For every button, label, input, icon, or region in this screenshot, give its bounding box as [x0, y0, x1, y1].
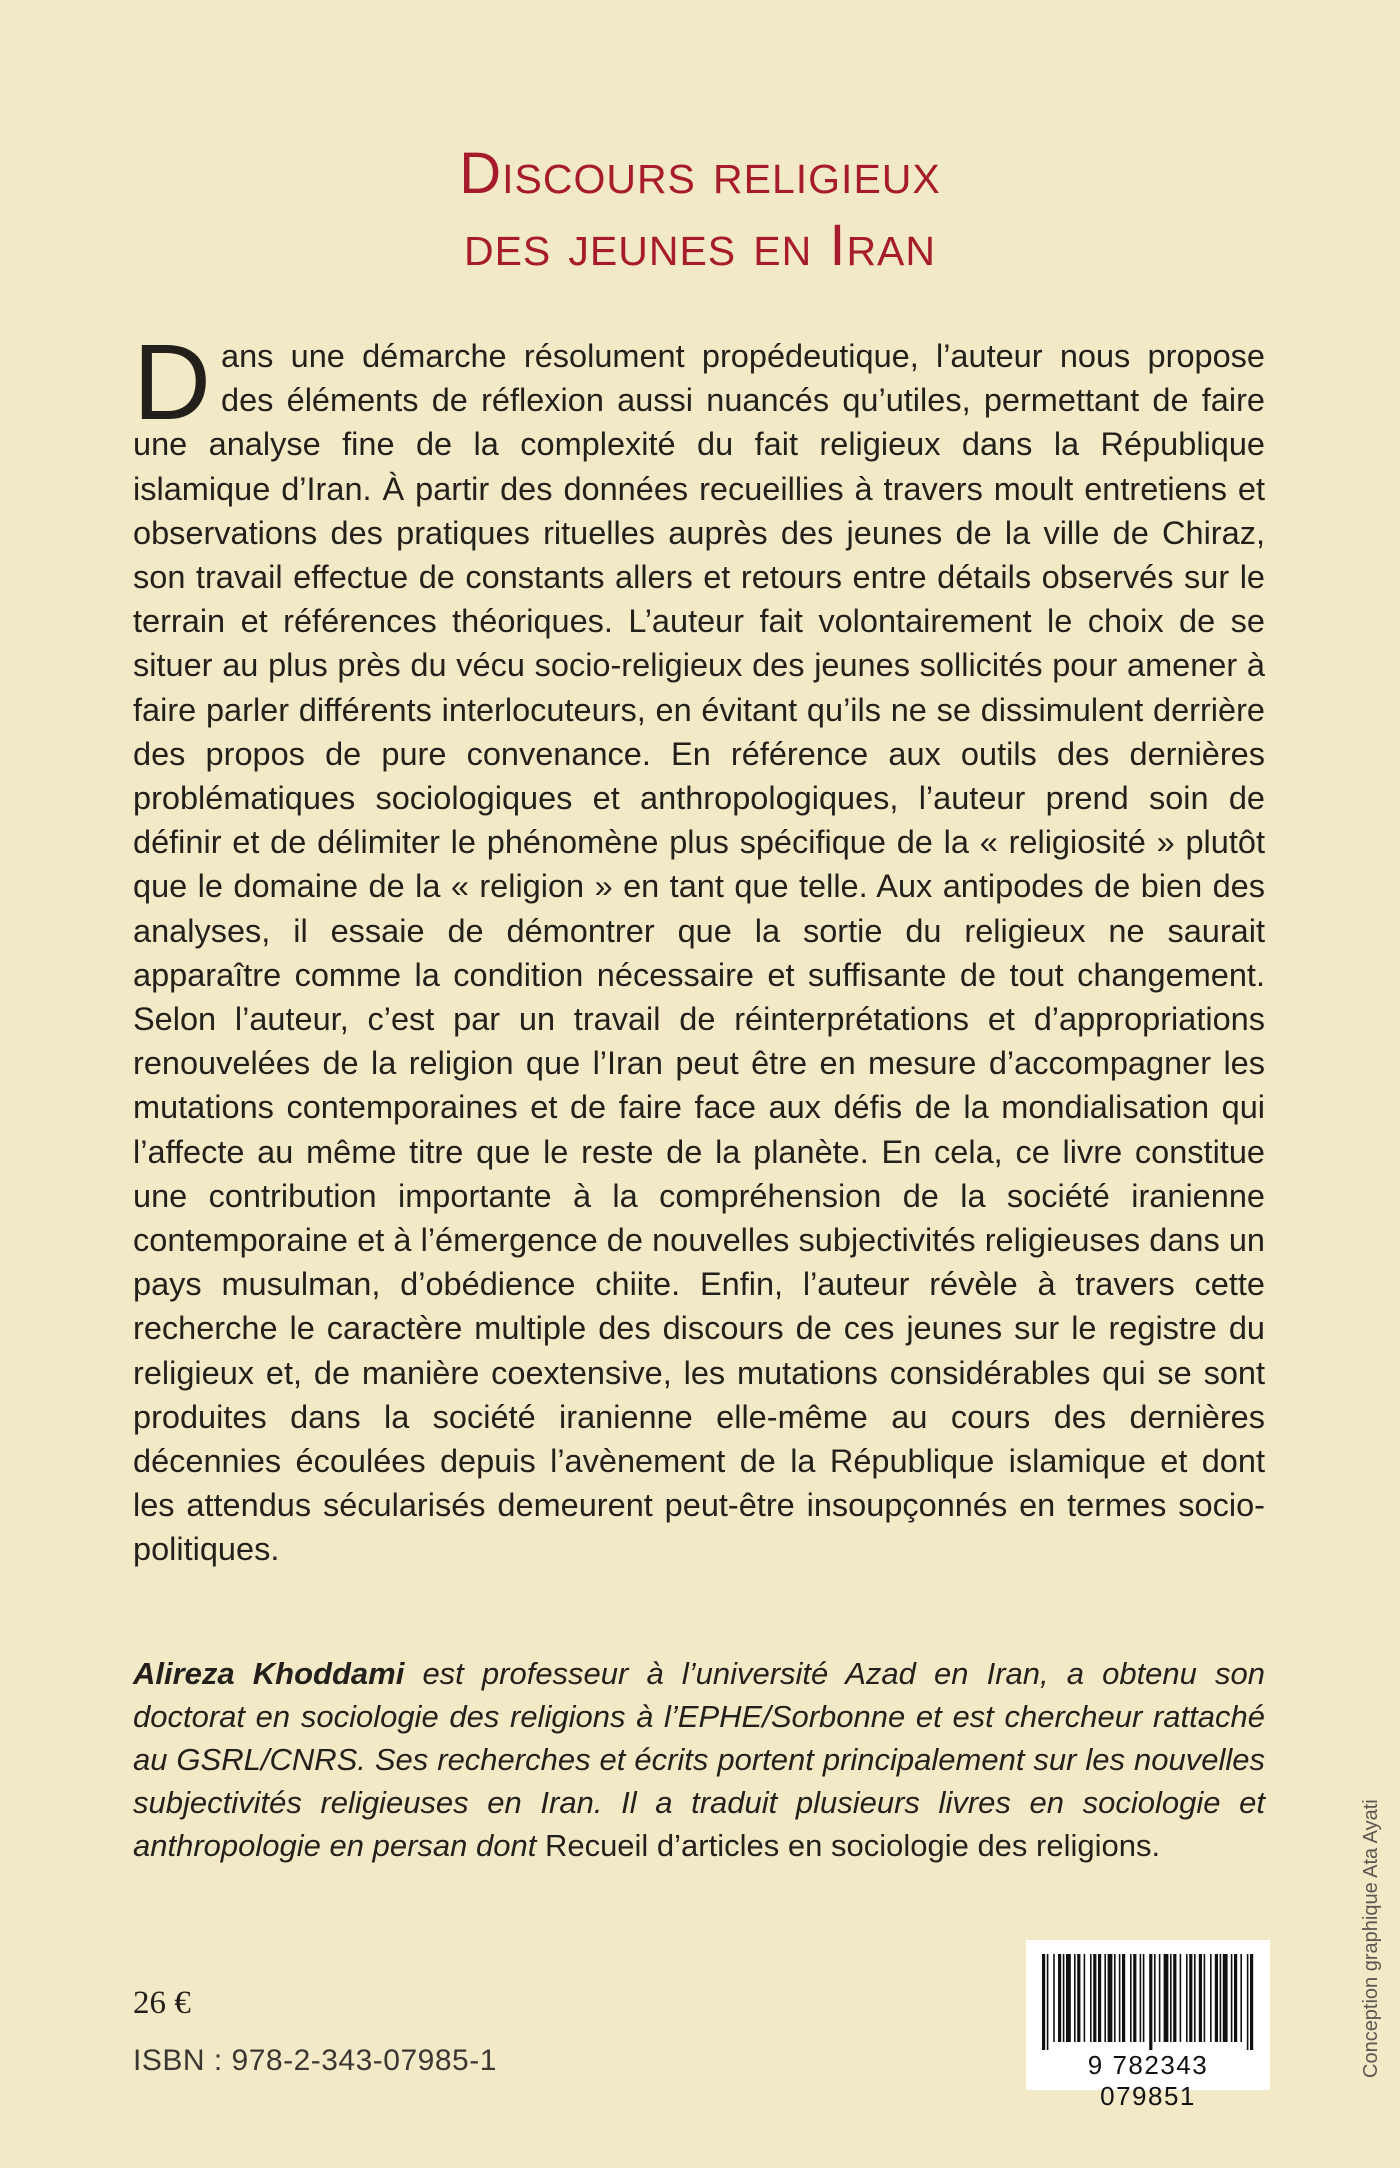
barcode-bar	[1180, 1954, 1182, 2042]
barcode-bar	[1130, 1954, 1132, 2042]
book-title	[0, 138, 1400, 282]
barcode-bar	[1098, 1954, 1101, 2042]
summary-paragraph	[133, 321, 1265, 1572]
barcode-bar	[1042, 1954, 1045, 2050]
barcode-bar	[1063, 1954, 1065, 2042]
barcode-bar	[1074, 1954, 1076, 2042]
design-credit: Conception graphique Ata Ayati	[1360, 1799, 1382, 2078]
barcode-bar	[1119, 1954, 1121, 2042]
barcode-bar	[1133, 1954, 1136, 2042]
barcode-bar	[1154, 1954, 1156, 2042]
barcode-bar	[1084, 1954, 1086, 2042]
price: 26 €	[133, 1985, 191, 2021]
barcode-bar	[1104, 1954, 1106, 2042]
barcode-bar	[1149, 1954, 1152, 2050]
barcode-bar	[1140, 1954, 1142, 2042]
isbn: ISBN : 978-2-343-07985-1	[133, 2044, 497, 2077]
barcode-bar	[1090, 1954, 1092, 2042]
barcode-bar	[1215, 1954, 1218, 2042]
barcode-bar	[1234, 1954, 1237, 2042]
barcode-bar	[1247, 1954, 1249, 2050]
title-line-1: Discours religieux	[459, 141, 941, 206]
barcode-bar	[1173, 1954, 1176, 2042]
barcode-bar	[1250, 1954, 1253, 2050]
author-bio-text: est professeur à l’université Azad en Iran, a obtenu son doctorat en sociologie des religions à l’EPHE/Sorbonne et est chercheur rattaché au GSRL/CNRS. Ses recherches et écrits portent principalement sur les nouvelles subjectivités religieuses en Iran. Il a traduit plusieurs livres en sociologie et anthropologie en persan dont	[133, 1656, 1265, 1863]
barcode-bars	[1040, 1954, 1256, 2050]
barcode-bar	[1058, 1954, 1061, 2042]
author-name: Alireza Khoddami	[133, 1656, 405, 1691]
barcode-bar	[1199, 1954, 1202, 2042]
barcode-number: 9 782343 079851	[1087, 2050, 1209, 2111]
barcode-bar	[1240, 1954, 1242, 2042]
barcode-bar	[1194, 1954, 1196, 2042]
barcode-bar	[1122, 1954, 1125, 2042]
barcode-bar	[1108, 1954, 1113, 2042]
author-bio	[133, 1652, 1265, 1867]
barcode-bar	[1210, 1954, 1212, 2042]
author-bio-end: .	[1151, 1828, 1161, 1863]
summary-text: ans une démarche résolument propédeutique, l’auteur nous propose des éléments de réflexion aussi nuancés qu’utiles, permettant de faire une analyse fine de la complexité du fait religieux dans la République islamique d’Iran. À partir des données recueillies à travers moult entretiens et observations des pratiques rituelles auprès des jeunes de la ville de Chiraz, son travail effectue de constants allers et retours entre détails observés sur le terrain et références théoriques. L’auteur fait volontairement le choix de se situer au plus près du vécu socio-religieux des jeunes sollicités pour amener à faire parler différents interlocuteurs, en évitant qu’ils ne se dissimulent derrière des propos de pure convenance. En référence aux outils des dernières problématiques sociologiques et anthropologiques, l’auteur prend soin de définir et de délimiter le phénomène plus spécifique de la « religiosité » plutôt que le domaine de la « religion » en tant que telle. Aux antipodes de bien des analyses, il essaie de démontrer que la sortie du religieux ne saurait apparaître comme la condition nécessaire et suffisante de tout changement. Selon l’auteur, c’est par un travail de réinterprétations et d’appropriations renouvelées de la religion que l’Iran peut être en mesure d’accompagner les mutations contemporaines et de faire face aux défis de la mondialisation qui l’affecte au même titre que le reste de la planète. En cela, ce livre constitue une contribution importante à la compréhension de la société iranienne contemporaine et à l’émergence de nouvelles subjectivités religieuses dans un pays musulman, d’obédience chiite. Enfin, l’auteur révèle à travers cette recherche le caractère multiple des discours de ces jeunes sur le registre du religieux et, de manière coextensive, les mutations considérables qui se sont produites dans la société iranienne elle-même au cours des dernières décennies écoulées depuis l’avènement de la République islamique et dont les attendus sécularisés demeurent peut-être insoupçonnés en termes socio-politiques.	[133, 338, 1265, 1568]
barcode	[1026, 1940, 1270, 2111]
barcode-bar	[1204, 1954, 1206, 2042]
barcode-bar	[1114, 1954, 1116, 2042]
barcode-bar	[1077, 1954, 1080, 2042]
barcode-bar	[1053, 1954, 1055, 2042]
barcode-bar	[1066, 1954, 1071, 2042]
barcode-bar	[1186, 1954, 1188, 2042]
title-line-2: des jeunes en Iran	[463, 213, 937, 278]
barcode-bar	[1189, 1954, 1192, 2042]
barcode-bar	[1164, 1954, 1169, 2042]
barcode-bar	[1143, 1954, 1145, 2042]
book-reference-title: Recueil d’articles en sociologie des religions	[544, 1828, 1152, 1863]
barcode-bar	[1170, 1954, 1172, 2042]
barcode-bar	[1093, 1954, 1096, 2042]
drop-cap: D	[133, 321, 211, 442]
barcode-bar	[1220, 1954, 1222, 2042]
barcode-bar	[1223, 1954, 1228, 2042]
barcode-bar	[1047, 1954, 1049, 2050]
barcode-bar	[1231, 1954, 1233, 2042]
barcode-bar	[1159, 1954, 1161, 2042]
